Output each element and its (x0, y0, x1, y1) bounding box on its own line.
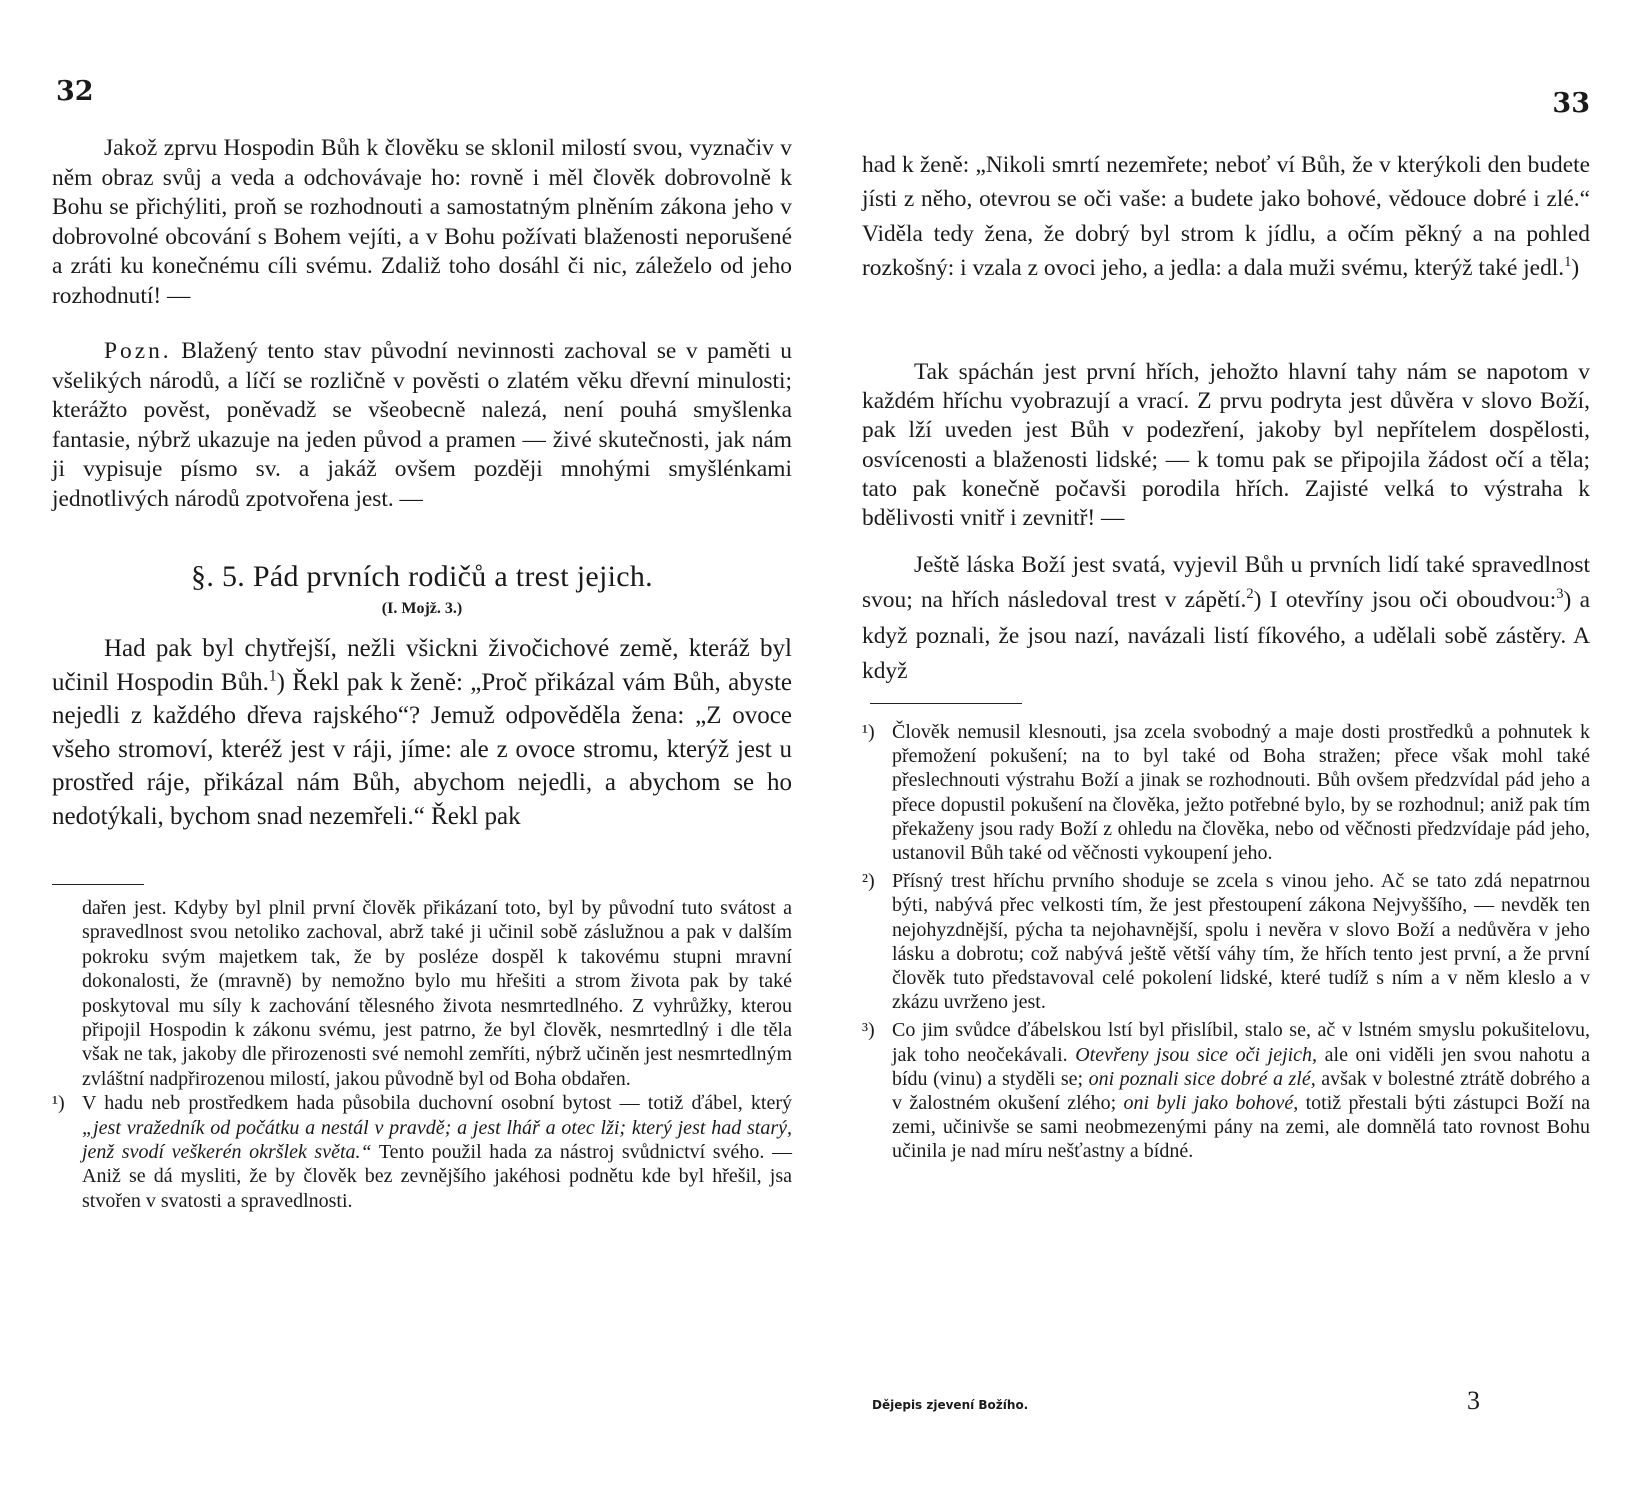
footnote-2-right-text: Přísný trest hříchu prvního shoduje se zcela s vinou jeho. Ač se tato zdá nepatrnou býti, nabývá přec velkosti tím, že jest přestoupení zákona Nejvyššího, — nevděk ten nejohyzdnější, pýcha ta nejohavnější, spolu i nevěra v slovo Boží a nedůvěra v jeho lásku a dobrotu; což nabývá ještě větší váhy tím, že hřích tento jest první, a že první člověk tuto představoval celé pokolení lidské, které tudíž s ním a v něm kleslo a v zkázu uvrženo jest. (892, 870, 1590, 1014)
footnote-3-right (862, 1018, 1590, 1163)
footnote-ref-right-1: 1 (1564, 254, 1572, 271)
footnote-2-right-mark: ²) (862, 870, 875, 893)
left-para2-part-b: ) Řekl pak k ženě: „Proč přikázal vám Bůh, abyste nejedli z každého dřeva rajského“? Jemuž odpověděla žena: „Z ovoce všeho stromoví, kteréž jest v ráji, jíme: ale z ovoce stromu, kterýž jest u prostřed ráje, přikázal nám Bůh, abychom nejedli, a abychom se ho nedotýkali, bychom snad nezemřeli.“ Řekl pak (52, 668, 792, 830)
footnote-3-italic-1: Otevřeny jsou sice oči jejich, (1075, 1043, 1318, 1066)
right-paragraph-2: Tak spáchán jest první hřích, jehožto hlavní tahy nám se napotom v každém hříchu vyobrazují a vrací. Z prvu podryta jest důvěra v slovo Boží, pak lží uveden jest Bůh v podezření, jakoby byl nepřítelem dospělosti, osvícenosti a blaženosti lidské; — k tomu pak se připojila žádost očí a těla; tato pak konečně počavši porodila hřích. Zajisté velká to výstraha k bdělivosti vnitř i zevnitř! — (862, 359, 1590, 532)
right-para3-part-c: ) a když poznali, že jsou nazí, navázali listí fíkového, a udělali sobě zástěry. A když (862, 587, 1590, 685)
right-page (862, 0, 1590, 1500)
footnote-1-text-b: Tento použil hada za nástroj svůdnictví svého. — Aniž se dá mysliti, že by člověk bez zevnějšího jakéhosi podnětu kde byl hřešil, jsa stvořen v svatosti a spravedlnosti. (82, 1141, 792, 1212)
note-text: Blažený tento stav původní nevinnosti zachoval se v paměti u všelikých národů, a líčí se rozličně v pověsti o zlatém věku dřevní minulosti; kterážto pověst, poněvadž se všeobecně nalezá, není pouhá smyšlenka fantasie, nýbrž ukazuje na jeden původ a pramen — živé skutečnosti, jak nám ji vypisuje písmo sv. a jakáž ovšem později mnohými smyšlénkami jednotlivých národů zpotvořena jest. — (52, 338, 792, 512)
left-para2-part-a: Had pak byl chytřejší, nežli všickni živočichové země, kteráž byl učinil Hospodin Bůh. (52, 635, 792, 696)
footnote-3-text-d: totiž přestali býti zástupci Boží na zemi, učinivše se sami neobmezenými pány na zemi, ale domnělá tato rovnost Bohu učinila je nad míru nešťastny a bídné. (892, 1092, 1590, 1163)
left-footnotes (52, 896, 792, 1217)
footnote-rule-right (870, 703, 1022, 704)
footnote-continuation: dařen jest. Kdyby byl plnil první člověk přikázaní toto, byl by původní tuto svátost a spravedlnost svou netoliko zachoval, abrž také ji učinil sobě záslužnou a pak v dalším pokroku svým majetkem tak, že by posléze dospěl k takovému stupni mravní dokonalosti, že (mravně) by nemožno bylo mu hřešiti a strom života pak by také poskytoval mu síly k zachování tělesného života nesmrtedlného. Z vyhrůžky, kterou připojil Hospodin k zákonu svému, jest patrno, že byl člověk, nesmrtedlný i dle těla však ne tak, jakoby dle přirozenosti své nemohl zemříti, nýbrž učiněn jest nesmrtedlným zvláštní nadpřirozenou milostí, jakou původně byl od Boha obdařen. (82, 897, 792, 1090)
left-page (52, 0, 792, 1500)
left-paragraph-1: Jakož zprvu Hospodin Bůh k člověku se sklonil milostí svou, vyznačiv v něm obraz svůj a veda a odchovávaje ho: rovně i měl člověk dobrovolně k Bohu se přichýliti, proň se rozhodnouti a samostatným plněním zákona jeho v dobrovolné obcování s Bohem vejíti, a v Bohu požívati blaženosti neporušené a zráti ku konečnému cíli svému. Zdaliž toho dosáhl či nic, záleželo od jeho rozhodnutí! — (52, 135, 792, 309)
footnote-ref-3: 3 (1556, 586, 1564, 603)
footnote-2-right (862, 869, 1590, 1014)
right-footnotes (862, 720, 1590, 1168)
left-paragraph-2 (52, 632, 792, 834)
signature-mark: 3 (1467, 1386, 1480, 1415)
footnote-1-right-text: Člověk nemusil klesnouti, jsa zcela svobodný a maje dosti prostředků a pohnutek k přemožení pokušení; na to byl také od Boha stražen; přece však mohl také přeslechnouti výstrahu Boží a jinak se rozhodnouti. Bůh ovšem předzvídal pád jeho a přece dopustil pokušení na člověka, ježto potřebné bylo, by se rozhodnul; aniž pak tím překaženy jsou rady Boží z ohledu na člověka, nebo od věčnosti předzvídaje pád jeho, ustanovil Bůh také od věčnosti vykoupení jeho. (892, 721, 1590, 865)
left-note-paragraph (52, 337, 792, 515)
footnote-1-right (862, 720, 1590, 865)
footnote-3-text-a: Co jim svůdce ďábelskou lstí byl přislíbil, stalo se, ač v lstném smyslu pokušitelovu, jak toho neočekávali. (892, 1019, 1590, 1066)
footnote-3-text-b: ale oni viděli jen svou nahotu a bídu (vinu) a styděli se; (892, 1043, 1590, 1090)
footnote-ref-2: 2 (1246, 586, 1254, 603)
footnote-1-text-a: V hadu neb prostředkem hada působila duchovní osobní bytost — totiž ďábel, který (82, 1092, 792, 1115)
footnote-3-text-c: avšak v bolestné ztrátě dobrého a v žalostném okušení zlého; (892, 1067, 1590, 1115)
page-number-left: 32 (56, 76, 94, 107)
right-para3-part-a: Ještě láska Boží jest svatá, vyjevil Bůh u prvních lidí také spravedlnost svou; na hřích následoval trest v zápětí. (862, 552, 1590, 614)
page-number-right: 33 (1552, 88, 1590, 119)
footnote-1-right-mark: ¹) (862, 721, 875, 743)
section-heading: §. 5. Pád prvních rodičů a trest jejich. (191, 560, 653, 593)
footnote-3-italic-2: oni poznali sice dobré a zlé, (1088, 1067, 1316, 1090)
right-paragraph-1: had k ženě: „Nikoli smrtí nezemřete; neboť ví Bůh, že v kterýkoli den budete jísti z něho, otevrou se oči vaše: a budete jako bohové, vědouce dobré i zlé.“ Viděla tedy žena, že dobrý byl strom k jídlu, a očím pěkný a na pohled rozkošný: i vzala z ovoci jeho, a jedla: a dala muži svému, kterýž také jedl.$^1$) (862, 152, 1590, 282)
right-paragraph-3 (862, 548, 1590, 690)
footnote-1-left (52, 1091, 792, 1213)
footnote-3-right-mark: ³) (862, 1019, 875, 1042)
right-para3-part-b: ) I otevříny jsou oči oboudvou: (1253, 587, 1557, 614)
footnote-1-quote: „jest vražedník od počátku a nestál v pravdě; a jest lhář a otec lži; který jest had starý, jenž svodí veškerén okršlek světa.“ (82, 1116, 792, 1164)
footnote-ref-1: 1 (268, 667, 277, 685)
footnote-1-mark: ¹) (52, 1092, 65, 1115)
footer-book-title: Dějepis zjevení Božího. (872, 1398, 1029, 1412)
section-subheading: (I. Mojž. 3.) (381, 600, 463, 617)
footnote-rule-left (52, 884, 144, 885)
footnote-3-italic-3: oni byli jako bohové, (1123, 1092, 1299, 1115)
right-para1-text: had k ženě: „Nikoli smrtí nezemřete; neboť ví Bůh, že v kterýkoli den budete jísti z něho, otevrou se oči vaše: a budete jako bohové, vědouce dobré i zlé.“ Viděla tedy žena, že dobrý byl strom k jídlu, a očím pěkný a na pohled rozkošný: i vzala z ovoci jeho, a jedla: a dala muži svému, kterýž také jedl. (862, 152, 1590, 282)
note-label: Pozn. (104, 338, 172, 364)
